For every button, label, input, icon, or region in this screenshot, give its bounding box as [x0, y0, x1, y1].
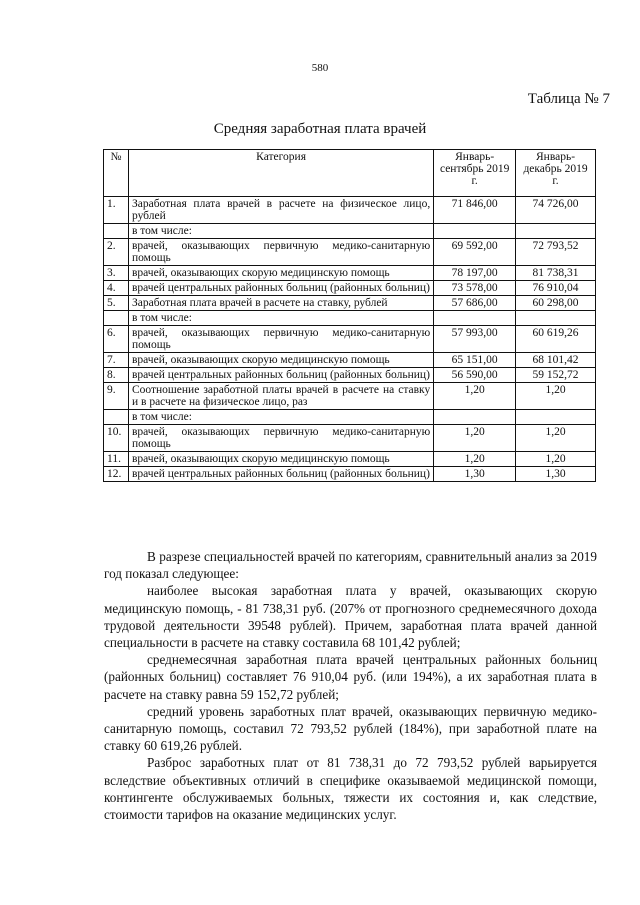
paragraph: средний уровень заработных плат врачей, оказывающих первичную медико-санитарную помощь, составил 72 793,52 рублей (184%), при заработной плате на ставку 60 619,26 рублей.	[104, 703, 597, 754]
row-value-jan-sep	[434, 224, 516, 239]
row-value-jan-dec: 72 793,52	[516, 239, 596, 266]
row-value-jan-sep: 73 578,00	[434, 281, 516, 296]
row-value-jan-sep	[434, 311, 516, 326]
row-category: в том числе:	[128, 224, 433, 239]
row-value-jan-sep: 56 590,00	[434, 368, 516, 383]
row-category: врачей, оказывающих скорую медицинскую помощь	[128, 452, 433, 467]
table-row	[104, 353, 596, 368]
row-value-jan-dec	[516, 410, 596, 425]
row-category: в том числе:	[128, 410, 433, 425]
row-value-jan-sep: 69 592,00	[434, 239, 516, 266]
row-value-jan-sep: 1,20	[434, 383, 516, 410]
row-number: 6.	[104, 326, 129, 353]
table-row	[104, 281, 596, 296]
row-value-jan-sep	[434, 410, 516, 425]
row-value-jan-dec: 76 910,04	[516, 281, 596, 296]
row-number	[104, 410, 129, 425]
row-value-jan-dec: 59 152,72	[516, 368, 596, 383]
row-value-jan-sep: 65 151,00	[434, 353, 516, 368]
row-category: врачей, оказывающих скорую медицинскую помощь	[128, 266, 433, 281]
row-number: 8.	[104, 368, 129, 383]
header-number: №	[104, 150, 129, 197]
row-number: 3.	[104, 266, 129, 281]
table-row	[104, 197, 596, 224]
row-value-jan-dec: 60 619,26	[516, 326, 596, 353]
row-value-jan-dec: 60 298,00	[516, 296, 596, 311]
row-number: 2.	[104, 239, 129, 266]
row-number: 7.	[104, 353, 129, 368]
row-number	[104, 224, 129, 239]
table-row	[104, 311, 596, 326]
table-row	[104, 368, 596, 383]
row-number: 1.	[104, 197, 129, 224]
row-value-jan-dec	[516, 311, 596, 326]
row-value-jan-sep: 57 686,00	[434, 296, 516, 311]
row-value-jan-sep: 1,20	[434, 425, 516, 452]
row-number	[104, 311, 129, 326]
table-row	[104, 467, 596, 482]
row-value-jan-dec: 1,20	[516, 452, 596, 467]
row-category: врачей, оказывающих первичную медико-санитарную помощь	[128, 326, 433, 353]
row-value-jan-dec: 1,30	[516, 467, 596, 482]
table-row	[104, 224, 596, 239]
table-row	[104, 383, 596, 410]
row-value-jan-dec: 1,20	[516, 425, 596, 452]
row-category: врачей, оказывающих первичную медико-санитарную помощь	[128, 239, 433, 266]
paragraph: В разрезе специальностей врачей по категориям, сравнительный анализ за 2019 год показал следующее:	[104, 549, 597, 582]
paragraph: Разброс заработных плат от 81 738,31 до 72 793,52 рублей варьируется вследствие объективных отличий в специфике оказываемой медицинской помощи, контингенте обслуживаемых больных, тяжести их состояния и, как следствие, стоимости тарифов на оказание медицинских услуг.	[104, 755, 597, 823]
row-value-jan-sep: 57 993,00	[434, 326, 516, 353]
table-label: Таблица № 7	[527, 91, 610, 107]
table-row	[104, 410, 596, 425]
row-value-jan-sep: 1,30	[434, 467, 516, 482]
table-row	[104, 296, 596, 311]
row-category: врачей центральных районных больниц (районных больниц)	[128, 467, 433, 482]
row-value-jan-dec: 81 738,31	[516, 266, 596, 281]
page-number: 580	[311, 62, 329, 74]
table-row	[104, 326, 596, 353]
table-row	[104, 239, 596, 266]
row-value-jan-dec: 1,20	[516, 383, 596, 410]
row-number: 5.	[104, 296, 129, 311]
table-row	[104, 266, 596, 281]
row-value-jan-dec: 68 101,42	[516, 353, 596, 368]
row-number: 10.	[104, 425, 129, 452]
paragraph: наиболее высокая заработная плата у врачей, оказывающих скорую медицинскую помощь, - 81 738,31 руб. (207% от прогнозного среднемесячного дохода трудовой деятельности 39548 рублей). Причем, заработная плата врачей данной специальности в расчете на ставку составила 68 101,42 рублей;	[104, 583, 597, 651]
table-title: Средняя заработная плата врачей	[213, 121, 427, 137]
row-value-jan-sep: 71 846,00	[434, 197, 516, 224]
table-row	[104, 425, 596, 452]
table-header-row	[104, 150, 596, 197]
row-value-jan-dec	[516, 224, 596, 239]
row-number: 12.	[104, 467, 129, 482]
header-category: Категория	[128, 150, 433, 197]
paragraph: среднемесячная заработная плата врачей центральных районных больниц (районных больниц) составляет 76 910,04 руб. (или 194%), а их заработная плата в расчете на ставку равна 59 152,72 рублей;	[104, 652, 597, 702]
row-category: врачей, оказывающих первичную медико-санитарную помощь	[128, 425, 433, 452]
table-row	[104, 452, 596, 467]
row-number: 11.	[104, 452, 129, 467]
body-text	[104, 548, 597, 823]
row-category: Соотношение заработной платы врачей в расчете на ставку и в расчете на физическое лицо, раз	[128, 383, 433, 410]
row-category: врачей центральных районных больниц (районных больниц)	[128, 281, 433, 296]
row-category: врачей, оказывающих скорую медицинскую помощь	[128, 353, 433, 368]
row-value-jan-sep: 1,20	[434, 452, 516, 467]
row-value-jan-sep: 78 197,00	[434, 266, 516, 281]
header-jan-dec-2019: Январь-декабрь 2019 г.	[516, 150, 596, 197]
row-number: 9.	[104, 383, 129, 410]
row-category: Заработная плата врачей в расчете на ставку, рублей	[128, 296, 433, 311]
row-number: 4.	[104, 281, 129, 296]
row-category: врачей центральных районных больниц (районных больниц)	[128, 368, 433, 383]
salary-table	[103, 149, 596, 482]
row-category: Заработная плата врачей в расчете на физическое лицо, рублей	[128, 197, 433, 224]
row-value-jan-dec: 74 726,00	[516, 197, 596, 224]
header-jan-sep-2019: Январь-сентябрь 2019 г.	[434, 150, 516, 197]
row-category: в том числе:	[128, 311, 433, 326]
table-body	[104, 197, 596, 482]
